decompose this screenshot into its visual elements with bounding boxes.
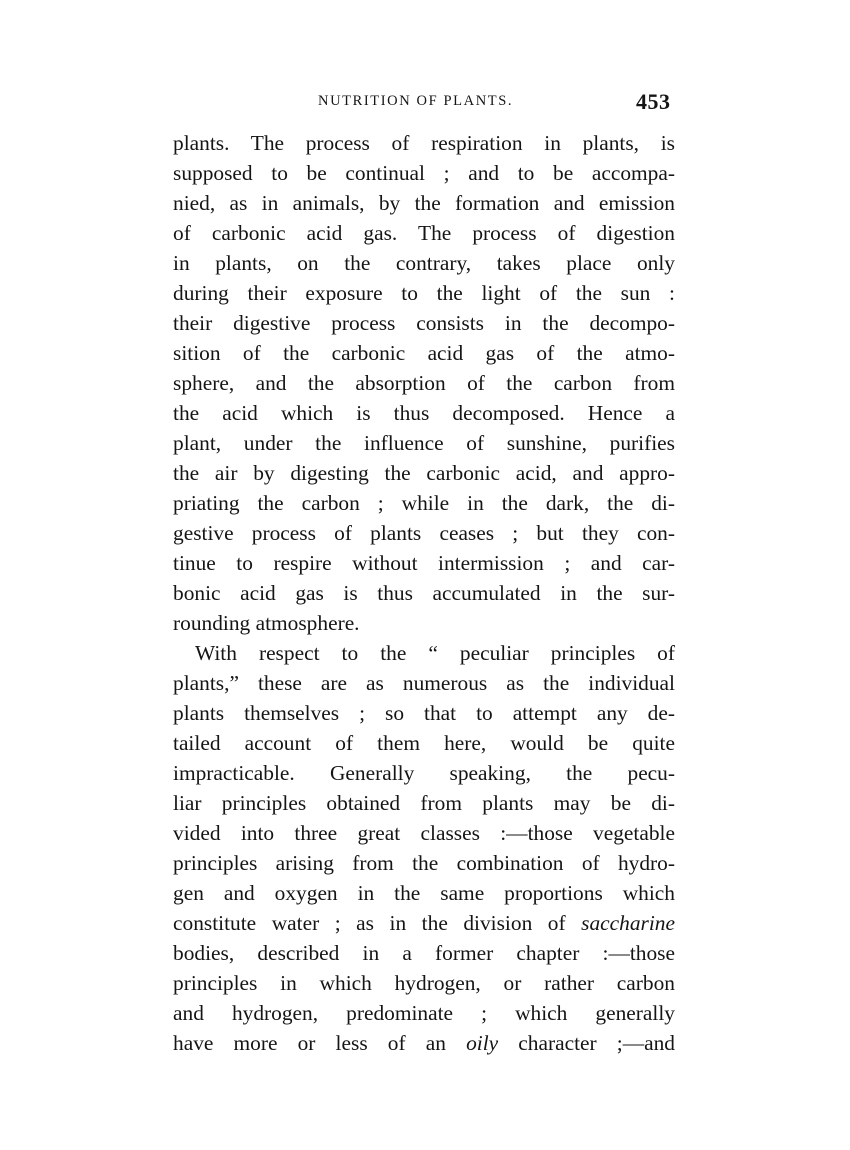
text-line: sition of the carbonic acid gas of the atmo-	[173, 341, 675, 365]
text-line: plants themselves ; so that to attempt any de-	[173, 701, 675, 725]
text-line: gen and oxygen in the same proportions which	[173, 881, 675, 905]
body-text	[173, 128, 675, 1058]
text-line: vided into three great classes :—those vegetable	[173, 821, 675, 845]
text-run: constitute water ; as in the division of	[173, 911, 582, 935]
text-line: sphere, and the absorption of the carbon from	[173, 371, 675, 395]
text-line: in plants, on the contrary, takes place only	[173, 251, 675, 275]
running-head: NUTRITION OF PLANTS.	[318, 93, 514, 109]
text-line: gestive process of plants ceases ; but they con-	[173, 521, 675, 545]
text-line: supposed to be continual ; and to be accompa-	[173, 161, 675, 185]
italic-term: saccharine	[581, 911, 675, 935]
text-line: liar principles obtained from plants may be di-	[173, 791, 675, 815]
text-line: plant, under the influence of sunshine, purifies	[173, 431, 675, 455]
page-number: 453	[636, 89, 671, 114]
text-line: principles arising from the combination of hydro-	[173, 851, 675, 875]
text-line: plants,” these are as numerous as the individual	[173, 671, 675, 695]
text-line: bodies, described in a former chapter :—those	[173, 941, 675, 965]
text-line: tinue to respire without intermission ; and car-	[173, 551, 675, 575]
paragraph-start-line: With respect to the “ peculiar principles of	[195, 641, 675, 665]
text-line: plants. The process of respiration in plants, is	[173, 131, 675, 155]
text-line: tailed account of them here, would be quite	[173, 731, 675, 755]
text-line: and hydrogen, predominate ; which generally	[173, 1001, 675, 1025]
italic-term: oily	[466, 1031, 499, 1055]
text-line: during their exposure to the light of the sun :	[173, 281, 675, 305]
text-run: have more or less of an	[173, 1031, 467, 1055]
text-line: nied, as in animals, by the formation and emission	[173, 191, 675, 215]
text-line: of carbonic acid gas. The process of digestion	[173, 221, 675, 245]
text-line	[173, 1028, 675, 1058]
paragraph-end-line: rounding atmosphere.	[173, 611, 360, 635]
text-line: the air by digesting the carbonic acid, and appro-	[173, 461, 675, 485]
text-line: impracticable. Generally speaking, the pecu-	[173, 761, 675, 785]
text-line: bonic acid gas is thus accumulated in the sur-	[173, 581, 675, 605]
text-line	[173, 908, 675, 938]
text-run: character ;—and	[498, 1031, 675, 1055]
text-line: priating the carbon ; while in the dark, the di-	[173, 491, 675, 515]
text-line: principles in which hydrogen, or rather carbon	[173, 971, 675, 995]
text-line: their digestive process consists in the decompo-	[173, 311, 675, 335]
text-line: the acid which is thus decomposed. Hence a	[173, 401, 675, 425]
